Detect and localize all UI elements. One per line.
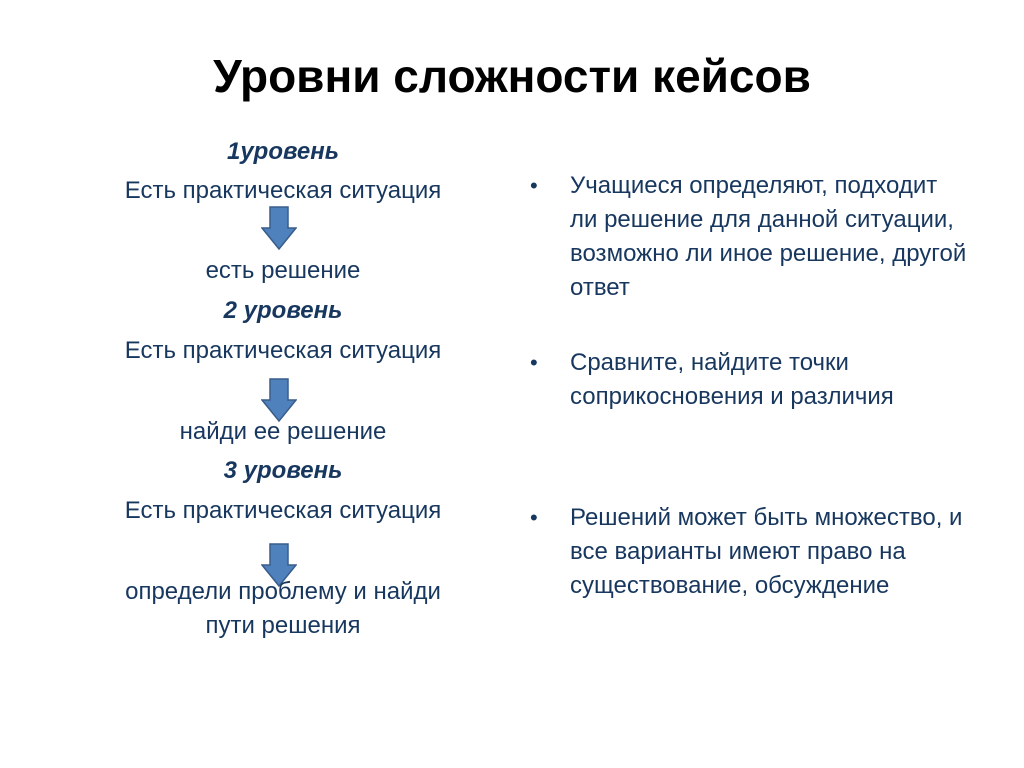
bullet-text: Сравните, найдите точки соприкосновения и различия [570, 349, 894, 410]
slide-title: Уровни сложности кейсов [213, 50, 811, 102]
down-arrow-icon [261, 378, 297, 422]
level-1-situation: Есть практическая ситуация [124, 177, 442, 204]
down-arrow-icon [261, 206, 297, 250]
level-1-heading: 1уровень [226, 138, 339, 165]
bullet-text: Решений может быть множество, и все варианты имеют право на существование, обсуждение [570, 504, 963, 599]
level-2-situation: Есть практическая ситуация [124, 337, 442, 364]
level-3-heading: 3 уровень [223, 457, 343, 484]
level-2-heading: 2 уровень [223, 297, 343, 324]
bullet-dot: • [530, 173, 538, 198]
level-3-result-line1: определи проблему и найди [125, 578, 441, 605]
bullet-text: Учащиеся определяют, подходит ли решение для данной ситуации, возможно ли иное решение, другой ответ [570, 172, 967, 301]
level-2-result: найди ее решение [179, 418, 387, 445]
level-1-result: есть решение [205, 257, 361, 284]
bullet-dot: • [530, 505, 538, 530]
bullet-dot: • [530, 350, 538, 375]
level-3-result-line2: пути решения [205, 612, 361, 639]
level-3-situation: Есть практическая ситуация [124, 497, 442, 524]
